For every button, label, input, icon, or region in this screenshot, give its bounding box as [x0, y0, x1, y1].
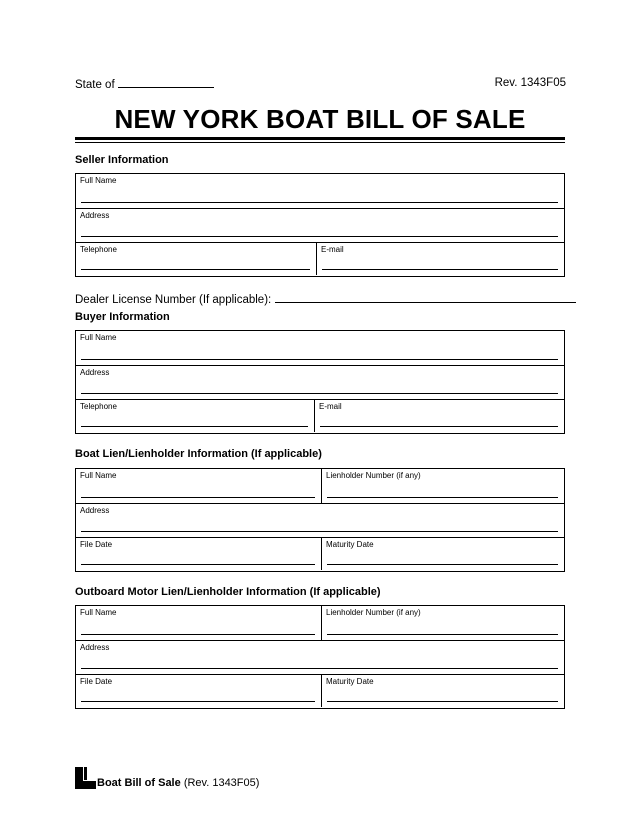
- motor-lien-address-cell[interactable]: [76, 641, 564, 674]
- boat-lien-address-cell[interactable]: [76, 504, 564, 537]
- seller-contact-row: [76, 242, 564, 275]
- boat-lien-file-date-line: [81, 564, 315, 565]
- seller-full-name-label: Full Name: [80, 176, 117, 185]
- footer-revision: (Rev. 1343F05): [183, 777, 260, 789]
- boat-lien-file-date-label: File Date: [80, 540, 113, 549]
- buyer-address-label: Address: [80, 368, 110, 377]
- boat-lien-dates-row: [76, 537, 564, 570]
- title-rule-thin: [75, 142, 565, 143]
- dealer-license-field: [75, 292, 576, 306]
- motor-lien-number-line: [327, 634, 558, 635]
- seller-address-cell[interactable]: [76, 209, 564, 242]
- seller-email-label: E-mail: [321, 245, 344, 254]
- boat-lien-address-row: [76, 503, 564, 537]
- motor-lien-maturity-date-cell[interactable]: [321, 675, 564, 707]
- motor-lien-full-name-cell[interactable]: [76, 606, 321, 640]
- motor-lien-address-row: [76, 640, 564, 674]
- seller-email-cell[interactable]: [316, 243, 564, 275]
- motor-lien-section-heading: Outboard Motor Lien/Lienholder Information (If applicable): [75, 586, 381, 598]
- boat-lien-address-line: [81, 531, 558, 532]
- buyer-telephone-line: [81, 426, 308, 427]
- seller-address-row: [76, 208, 564, 242]
- seller-full-name-row: [76, 174, 564, 208]
- motor-lien-maturity-date-line: [327, 701, 558, 702]
- boat-lien-number-label: Lienholder Number (if any): [326, 471, 421, 480]
- buyer-full-name-row: [76, 331, 564, 365]
- seller-email-line: [322, 269, 558, 270]
- boat-lien-section-heading: Boat Lien/Lienholder Information (If applicable): [75, 448, 322, 460]
- buyer-full-name-cell[interactable]: [76, 331, 564, 365]
- boat-lien-file-date-cell[interactable]: [76, 538, 321, 570]
- boat-lien-number-line: [327, 497, 558, 498]
- boat-lien-maturity-date-label: Maturity Date: [326, 540, 374, 549]
- buyer-full-name-line: [81, 359, 558, 360]
- title-rule-thick: [75, 137, 565, 140]
- seller-info-box: [75, 173, 565, 277]
- motor-lien-number-cell[interactable]: [321, 606, 564, 640]
- boat-lien-address-label: Address: [80, 506, 110, 515]
- buyer-contact-row: [76, 399, 564, 432]
- motor-lien-address-line: [81, 668, 558, 669]
- motor-lien-name-row: [76, 606, 564, 640]
- boat-lien-maturity-date-cell[interactable]: [321, 538, 564, 570]
- buyer-telephone-cell[interactable]: [76, 400, 314, 432]
- revision-number: Rev. 1343F05: [494, 77, 566, 89]
- seller-address-label: Address: [80, 211, 110, 220]
- boat-lien-box: [75, 468, 565, 572]
- seller-telephone-line: [81, 269, 310, 270]
- boat-lien-full-name-line: [81, 497, 315, 498]
- motor-lien-file-date-label: File Date: [80, 677, 113, 686]
- seller-address-line: [81, 236, 558, 237]
- seller-telephone-cell[interactable]: [76, 243, 316, 275]
- buyer-section-heading: Buyer Information: [75, 311, 170, 323]
- dealer-license-blank-line[interactable]: [275, 292, 576, 303]
- boat-lien-number-cell[interactable]: [321, 469, 564, 503]
- state-blank-line[interactable]: [118, 77, 214, 88]
- motor-lien-address-label: Address: [80, 643, 110, 652]
- motor-lien-full-name-line: [81, 634, 315, 635]
- boat-lien-name-row: [76, 469, 564, 503]
- motor-lien-box: [75, 605, 565, 709]
- buyer-email-label: E-mail: [319, 402, 342, 411]
- buyer-address-row: [76, 365, 564, 399]
- motor-lien-file-date-line: [81, 701, 315, 702]
- buyer-address-cell[interactable]: [76, 366, 564, 399]
- dealer-license-label: Dealer License Number (If applicable):: [75, 294, 272, 306]
- footer-doc-name: Boat Bill of Sale: [97, 777, 181, 789]
- boat-lien-full-name-label: Full Name: [80, 471, 117, 480]
- boat-lien-maturity-date-line: [327, 564, 558, 565]
- seller-section-heading: Seller Information: [75, 154, 169, 166]
- boat-lien-full-name-cell[interactable]: [76, 469, 321, 503]
- motor-lien-file-date-cell[interactable]: [76, 675, 321, 707]
- motor-lien-full-name-label: Full Name: [80, 608, 117, 617]
- seller-full-name-line: [81, 202, 558, 203]
- seller-full-name-cell[interactable]: [76, 174, 564, 208]
- buyer-telephone-label: Telephone: [80, 402, 117, 411]
- buyer-address-line: [81, 393, 558, 394]
- buyer-info-box: [75, 330, 565, 434]
- state-field: [75, 77, 214, 91]
- buyer-email-cell[interactable]: [314, 400, 564, 432]
- buyer-full-name-label: Full Name: [80, 333, 117, 342]
- motor-lien-maturity-date-label: Maturity Date: [326, 677, 374, 686]
- motor-lien-number-label: Lienholder Number (if any): [326, 608, 421, 617]
- motor-lien-dates-row: [76, 674, 564, 707]
- document-title: NEW YORK BOAT BILL OF SALE: [114, 104, 526, 134]
- state-label: State of: [75, 79, 115, 91]
- page-footer: [75, 767, 259, 789]
- buyer-email-line: [320, 426, 558, 427]
- brand-logo-icon: [75, 767, 96, 789]
- seller-telephone-label: Telephone: [80, 245, 117, 254]
